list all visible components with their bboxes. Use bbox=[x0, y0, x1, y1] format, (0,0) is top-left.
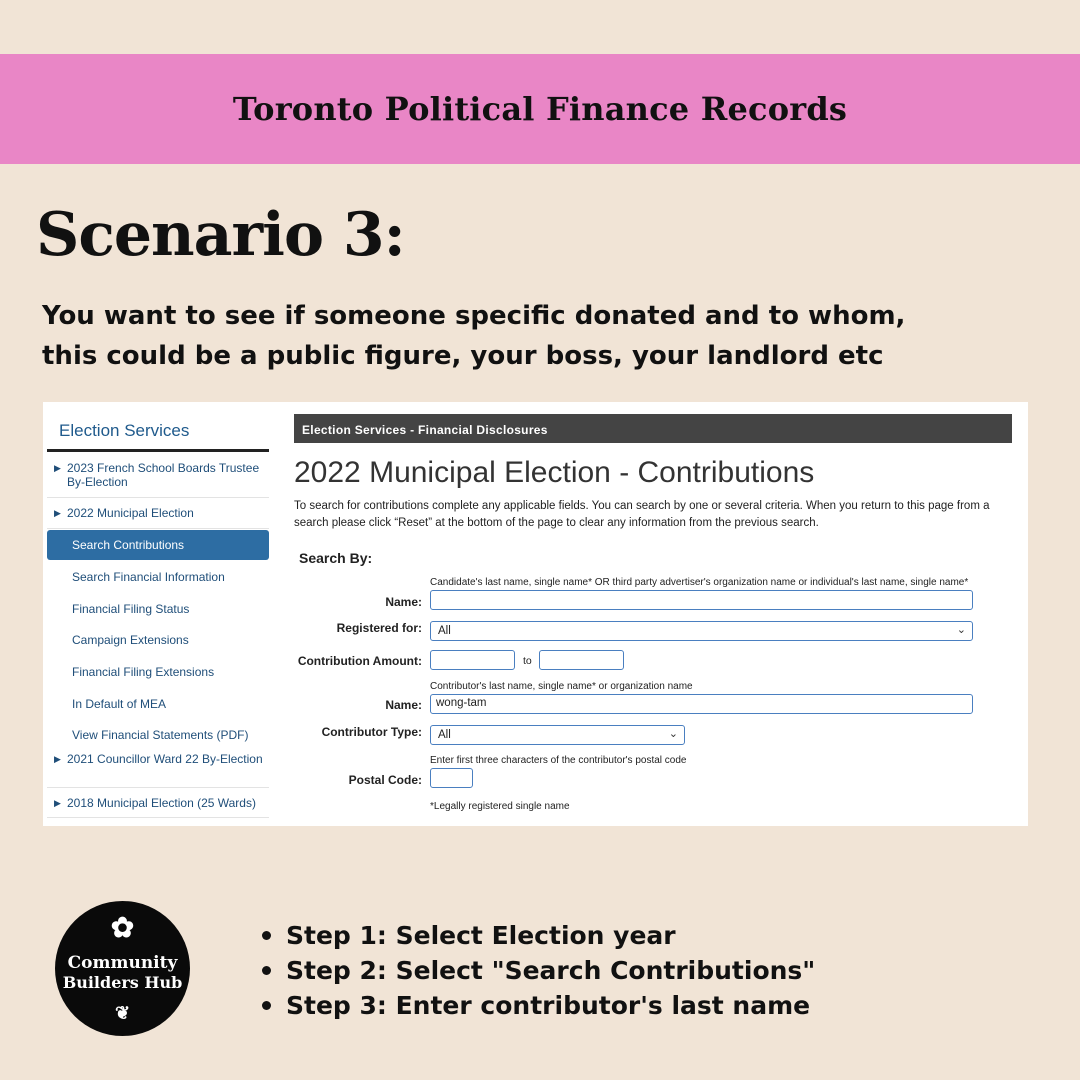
scenario-line-2: this could be a public figure, your boss, your landlord etc bbox=[42, 341, 884, 371]
contribution-amount-to-input[interactable] bbox=[539, 650, 624, 670]
list-item bbox=[262, 953, 815, 988]
registered-for-label: Registered for: bbox=[336, 621, 422, 635]
contributor-type-value: All bbox=[438, 729, 451, 741]
sidebar-item-label: 2021 Councillor Ward 22 By-Election bbox=[67, 752, 263, 767]
sidebar-item-2023-french-school-boards[interactable] bbox=[47, 452, 269, 498]
candidate-name-hint: Candidate's last name, single name* OR third party advertiser's organization name or individual's last name, single name* bbox=[430, 577, 969, 588]
chevron-down-icon: ⌄ bbox=[956, 624, 966, 636]
scenario-line-1: You want to see if someone specific donated and to whom, bbox=[42, 301, 906, 331]
caret-right-icon: ▶ bbox=[54, 508, 61, 518]
sidebar-subitem-search-financial-information[interactable]: Search Financial Information bbox=[72, 570, 225, 584]
contribution-amount-label: Contribution Amount: bbox=[297, 654, 422, 668]
list-item bbox=[262, 988, 815, 1023]
registered-for-select[interactable] bbox=[430, 621, 973, 641]
sidebar-subitem-campaign-extensions[interactable]: Campaign Extensions bbox=[72, 633, 189, 648]
contributor-name-hint: Contributor's last name, single name* or organization name bbox=[430, 681, 693, 692]
contributor-name-label: Name: bbox=[385, 698, 422, 712]
bullet-icon bbox=[262, 1001, 271, 1010]
caret-right-icon: ▶ bbox=[54, 463, 61, 473]
scenario-description bbox=[42, 296, 1042, 376]
candidate-name-label: Name: bbox=[385, 595, 422, 609]
banner-title: Toronto Political Finance Records bbox=[232, 90, 848, 128]
postal-code-hint: Enter first three characters of the contributor's postal code bbox=[430, 755, 687, 766]
sidebar-subitem-financial-filing-status[interactable]: Financial Filing Status bbox=[72, 601, 190, 616]
step-2-text: Step 2: Select "Search Contributions" bbox=[286, 956, 816, 985]
scenario-heading: Scenario 3: bbox=[36, 200, 405, 270]
sidebar-item-label: 2022 Municipal Election bbox=[67, 506, 194, 520]
bullet-icon bbox=[262, 931, 271, 940]
registered-for-value: All bbox=[438, 625, 451, 637]
section-titlebar: Election Services - Financial Disclosures bbox=[294, 414, 1012, 443]
sidebar bbox=[47, 402, 269, 818]
search-by-heading: Search By: bbox=[299, 550, 373, 566]
sidebar-item-2022-municipal-election[interactable] bbox=[47, 498, 269, 529]
amount-to-label: to bbox=[523, 655, 532, 667]
candidate-name-input[interactable] bbox=[430, 590, 973, 610]
chevron-down-icon: ⌄ bbox=[668, 728, 678, 740]
community-builders-hub-logo bbox=[55, 901, 190, 1036]
caret-right-icon: ▶ bbox=[54, 798, 61, 809]
flower-icon: ✿ bbox=[110, 911, 135, 944]
steps-list bbox=[262, 918, 815, 1023]
contribution-amount-from-input[interactable] bbox=[430, 650, 515, 670]
sidebar-item-2021-councillor-ward-22[interactable] bbox=[47, 750, 269, 788]
page-title: 2022 Municipal Election - Contributions bbox=[294, 456, 815, 489]
sidebar-subitem-financial-filing-extensions[interactable]: Financial Filing Extensions bbox=[72, 665, 215, 680]
postal-code-label: Postal Code: bbox=[348, 773, 422, 787]
caret-right-icon: ▶ bbox=[54, 754, 61, 765]
sidebar-subitem-view-financial-statements[interactable]: View Financial Statements (PDF) bbox=[72, 728, 249, 743]
leaf-icon: ❦ bbox=[114, 1003, 131, 1024]
page-description: To search for contributions complete any applicable fields. You can search by one or several criteria. When you return to this page from a search please click “Reset” at the bottom of the page to clear any information from the previous search. bbox=[294, 500, 990, 529]
sidebar-subitem-search-contributions[interactable]: Search Contributions bbox=[47, 530, 269, 560]
postal-code-input[interactable] bbox=[430, 768, 473, 788]
contributor-type-select[interactable] bbox=[430, 725, 685, 745]
footnote: *Legally registered single name bbox=[430, 801, 570, 812]
header-banner bbox=[0, 54, 1080, 164]
logo-line-1: Community bbox=[67, 953, 178, 973]
step-1-text: Step 1: Select Election year bbox=[286, 921, 676, 950]
step-3-text: Step 3: Enter contributor's last name bbox=[286, 991, 811, 1020]
sidebar-subitem-in-default-of-mea[interactable]: In Default of MEA bbox=[72, 696, 167, 711]
sidebar-item-label: 2018 Municipal Election (25 Wards) bbox=[67, 796, 256, 811]
sidebar-item-label: 2023 French School Boards Trustee By-Election bbox=[67, 461, 260, 489]
sidebar-title: Election Services bbox=[47, 402, 269, 452]
contributor-name-input[interactable]: wong-tam bbox=[430, 694, 973, 714]
sidebar-item-2018-municipal-election[interactable] bbox=[47, 788, 269, 818]
list-item bbox=[262, 918, 815, 953]
bullet-icon bbox=[262, 966, 271, 975]
contributor-type-label: Contributor Type: bbox=[321, 725, 422, 739]
website-screenshot bbox=[43, 402, 1028, 826]
logo-line-2: Builders Hub bbox=[62, 973, 183, 992]
